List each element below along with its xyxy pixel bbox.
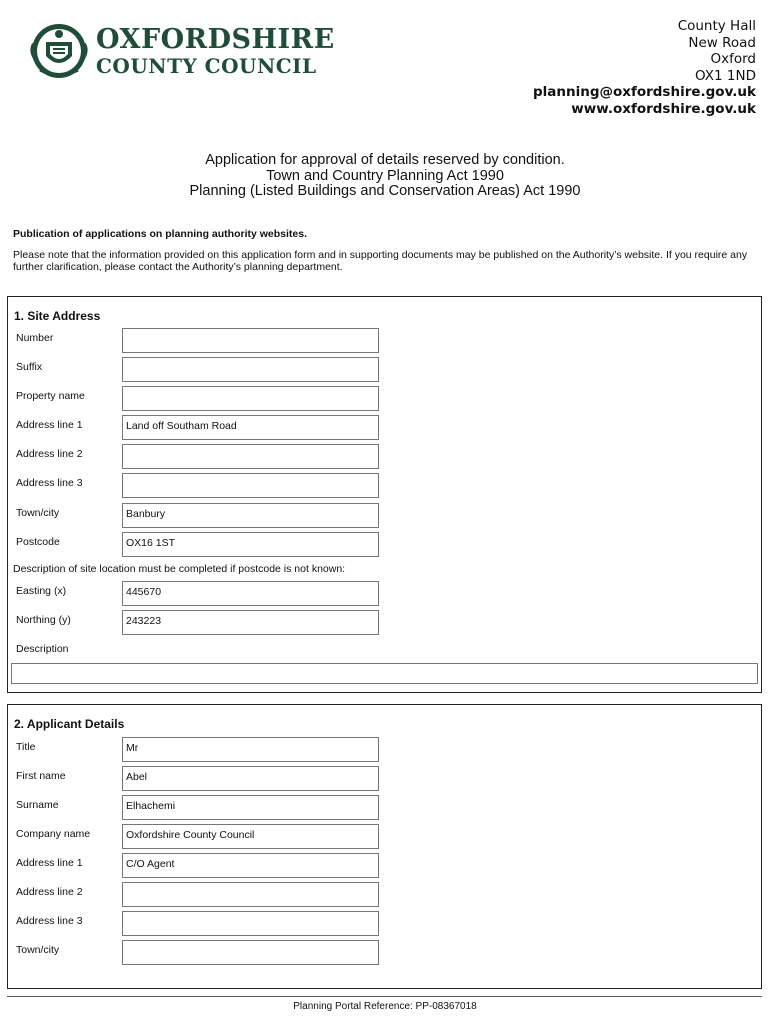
address-line: Oxford xyxy=(710,51,756,67)
postcode-field[interactable]: OX16 1ST xyxy=(122,532,379,557)
section-title: 2. Applicant Details xyxy=(14,717,125,731)
council-logo xyxy=(26,20,335,82)
website-link[interactable]: www.oxfordshire.gov.uk xyxy=(571,100,756,117)
address-line: County Hall xyxy=(677,18,756,34)
field-label: Surname xyxy=(16,799,59,811)
email-link[interactable]: planning@oxfordshire.gov.uk xyxy=(532,84,756,100)
title-field[interactable]: Mr xyxy=(122,737,379,762)
northing-field[interactable]: 243223 xyxy=(122,610,379,635)
address-line: OX1 1ND xyxy=(695,67,756,84)
form-title-line: Planning (Listed Buildings and Conservation Areas) Act 1990 xyxy=(189,183,581,199)
town-city-field[interactable]: Banbury xyxy=(122,503,379,528)
org-name-line2: COUNTY COUNCIL xyxy=(96,54,317,78)
address-line: New Road xyxy=(688,34,756,51)
field-label: Company name xyxy=(16,828,91,840)
council-address xyxy=(533,18,756,117)
field-label: Address line 3 xyxy=(16,477,83,489)
field-label: Northing (y) xyxy=(16,614,71,626)
field-label: Town/city xyxy=(16,507,60,519)
property-name-field[interactable] xyxy=(122,386,379,411)
applicant-details-section xyxy=(7,704,762,989)
field-label: Postcode xyxy=(16,536,60,548)
town-city-field[interactable] xyxy=(122,940,379,965)
form-title-line: Application for approval of details reserved by condition. xyxy=(205,152,565,168)
address-line2-field[interactable] xyxy=(122,882,379,907)
easting-field[interactable]: 445670 xyxy=(122,581,379,606)
field-label: Easting (x) xyxy=(16,585,67,597)
section-title: 1. Site Address xyxy=(14,309,101,323)
address-line2-field[interactable] xyxy=(122,444,379,469)
address-line1-field[interactable]: Land off Southam Road xyxy=(122,415,379,440)
field-label: Address line 2 xyxy=(16,448,83,460)
field-label: Address line 1 xyxy=(16,857,83,869)
council-crest-icon xyxy=(26,20,92,82)
description-field[interactable] xyxy=(11,663,758,684)
portal-reference: Planning Portal Reference: PP-08367018 xyxy=(293,1001,477,1012)
field-label: Number xyxy=(16,332,54,344)
field-label: Address line 1 xyxy=(16,419,83,431)
publication-heading: Publication of applications on planning authority websites. xyxy=(13,228,308,240)
field-label: Property name xyxy=(16,390,85,402)
company-name-field[interactable]: Oxfordshire County Council xyxy=(122,824,379,849)
suffix-field[interactable] xyxy=(122,357,379,382)
field-label: First name xyxy=(16,770,66,782)
org-name-line1: OXFORDSHIRE xyxy=(96,24,335,55)
address-line1-field[interactable]: C/O Agent xyxy=(122,853,379,878)
form-title-line: Town and Country Planning Act 1990 xyxy=(266,167,504,184)
field-label: Address line 3 xyxy=(16,915,83,927)
field-label: Title xyxy=(16,741,36,753)
site-address-section xyxy=(7,296,762,693)
field-label: Address line 2 xyxy=(16,886,83,898)
number-field[interactable] xyxy=(122,328,379,353)
field-label: Suffix xyxy=(16,361,43,373)
address-line3-field[interactable] xyxy=(122,911,379,936)
publication-note: Please note that the information provided on this application form and in supporting documents may be published on the Authority’s website. If you require any further clarification, please contact the Authority’s planning department. xyxy=(13,249,748,273)
form-title xyxy=(0,153,770,200)
first-name-field[interactable]: Abel xyxy=(122,766,379,791)
footer-divider xyxy=(7,996,762,997)
field-label: Description xyxy=(16,643,69,655)
field-label: Town/city xyxy=(16,944,60,956)
address-line3-field[interactable] xyxy=(122,473,379,498)
surname-field[interactable]: Elhachemi xyxy=(122,795,379,820)
location-note: Description of site location must be completed if postcode is not known: xyxy=(13,563,346,575)
